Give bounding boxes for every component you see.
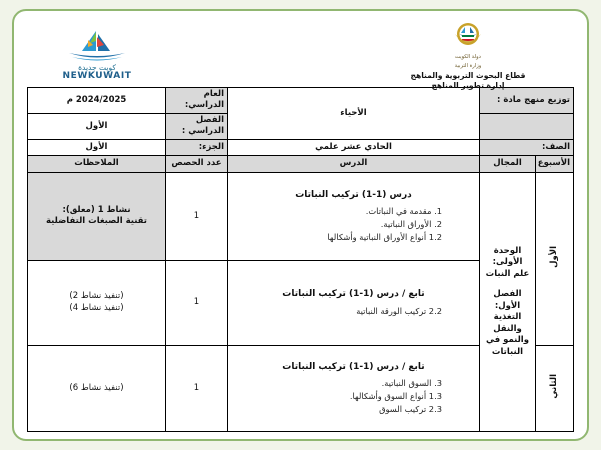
grade-value: الحادي عشر علمي <box>228 139 480 155</box>
document-header <box>14 11 587 90</box>
curriculum-distribution-table <box>27 87 574 432</box>
table-row <box>28 172 574 260</box>
part-label: الجزء: <box>166 139 228 155</box>
periods-cell: 1 <box>166 260 228 345</box>
unit-line-2: الأولى: <box>492 257 523 268</box>
notes-line-2: تقنية الصبغات التفاضلية <box>46 216 147 227</box>
academic-year-label: العام الدراسي: <box>166 88 228 114</box>
week-cell-first <box>536 172 574 345</box>
academic-year-value: 2024/2025 م <box>28 88 166 114</box>
domain-spacer <box>483 280 532 289</box>
chapter-line-6: النباتات <box>491 346 524 357</box>
column-header-lesson: الدرس <box>228 155 480 172</box>
sector-name: قطاع البحوث التربوية والمناهج <box>410 70 526 80</box>
lesson-title: درس (1-1) تركيب النباتات <box>295 190 412 201</box>
notes-cell <box>28 260 166 345</box>
unit-line-3: علم النبات <box>485 268 530 279</box>
column-header-week: الأسبوع <box>536 155 574 172</box>
part-value: الأول <box>28 139 166 155</box>
newkuwait-logo <box>32 29 162 81</box>
chapter-line-3: التغذية <box>493 312 522 323</box>
ministry-name: وزارة التربية <box>454 62 482 69</box>
column-header-domain: المجال <box>480 155 536 172</box>
lesson-cell <box>228 345 480 431</box>
lesson-item: 1. مقدمة في النباتات. <box>365 206 442 217</box>
lesson-cell <box>228 260 480 345</box>
subject-value: الأحياء <box>228 88 480 140</box>
grade-label: الصف: <box>480 139 574 155</box>
chapter-line-5: والنمو في <box>485 335 529 346</box>
column-header-notes: الملاحظات <box>28 155 166 172</box>
chapter-line-1: الفصل <box>493 289 522 300</box>
kuwait-state-emblem-icon <box>363 19 573 53</box>
newkuwait-arabic-label: كويت جديدة <box>78 63 116 72</box>
week-cell-second <box>536 345 574 431</box>
notes-line-1: نشاط 1 (معلق): <box>62 204 131 215</box>
periods-cell: 1 <box>166 172 228 260</box>
ministry-header <box>363 19 573 91</box>
lesson-item: 1.3 أنواع السوق وأشكالها. <box>349 391 442 402</box>
term-label: الفصل الدراسي : <box>166 113 228 139</box>
lesson-cell <box>228 172 480 260</box>
lesson-item: 2.2 تركيب الورقة النباتية <box>356 305 442 316</box>
term-value: الأول <box>28 113 166 139</box>
meta-row-grade <box>28 139 574 155</box>
lesson-title: تابع / درس (1-1) تركيب النباتات <box>282 289 425 300</box>
column-header-periods: عدد الحصص <box>166 155 228 172</box>
lesson-item: 2.3 تركيب السوق <box>379 403 442 414</box>
dhow-sailboat-icon <box>32 29 162 63</box>
newkuwait-english-label: NEWKUWAIT <box>62 70 132 81</box>
distribution-title-label: توزيع منهج مادة : <box>480 88 574 114</box>
chapter-line-2: الأول: <box>494 300 521 311</box>
week-label: الثاني <box>548 373 559 399</box>
lesson-item: 3. السوق النباتية. <box>381 378 442 389</box>
unit-line-1: الوحدة <box>493 245 522 256</box>
state-name: دولة الكويت <box>455 54 481 60</box>
notes-line-2: (تنفيذ نشاط 4) <box>69 302 124 313</box>
lesson-item: 2. الأوراق النباتية. <box>380 219 442 230</box>
department-name: إدارة تطوير المناهج <box>431 80 505 90</box>
document-page <box>12 9 589 441</box>
notes-cell <box>28 345 166 431</box>
notes-cell <box>28 172 166 260</box>
lesson-title: تابع / درس (1-1) تركيب النباتات <box>282 362 425 373</box>
notes-line-1: (تنفيذ نشاط 2) <box>69 291 124 302</box>
week-label: الأول <box>548 245 559 268</box>
notes-line-1: (تنفيذ نشاط 6) <box>69 382 124 393</box>
lesson-item: 1.2 أنواع الأوراق النباتية وأشكالها <box>327 231 442 242</box>
periods-cell: 1 <box>166 345 228 431</box>
domain-cell <box>480 172 536 431</box>
chapter-line-4: والنقل <box>493 323 522 334</box>
term-spacer-cell <box>480 113 574 139</box>
meta-row-subject <box>28 88 574 114</box>
table-column-headers <box>28 155 574 172</box>
